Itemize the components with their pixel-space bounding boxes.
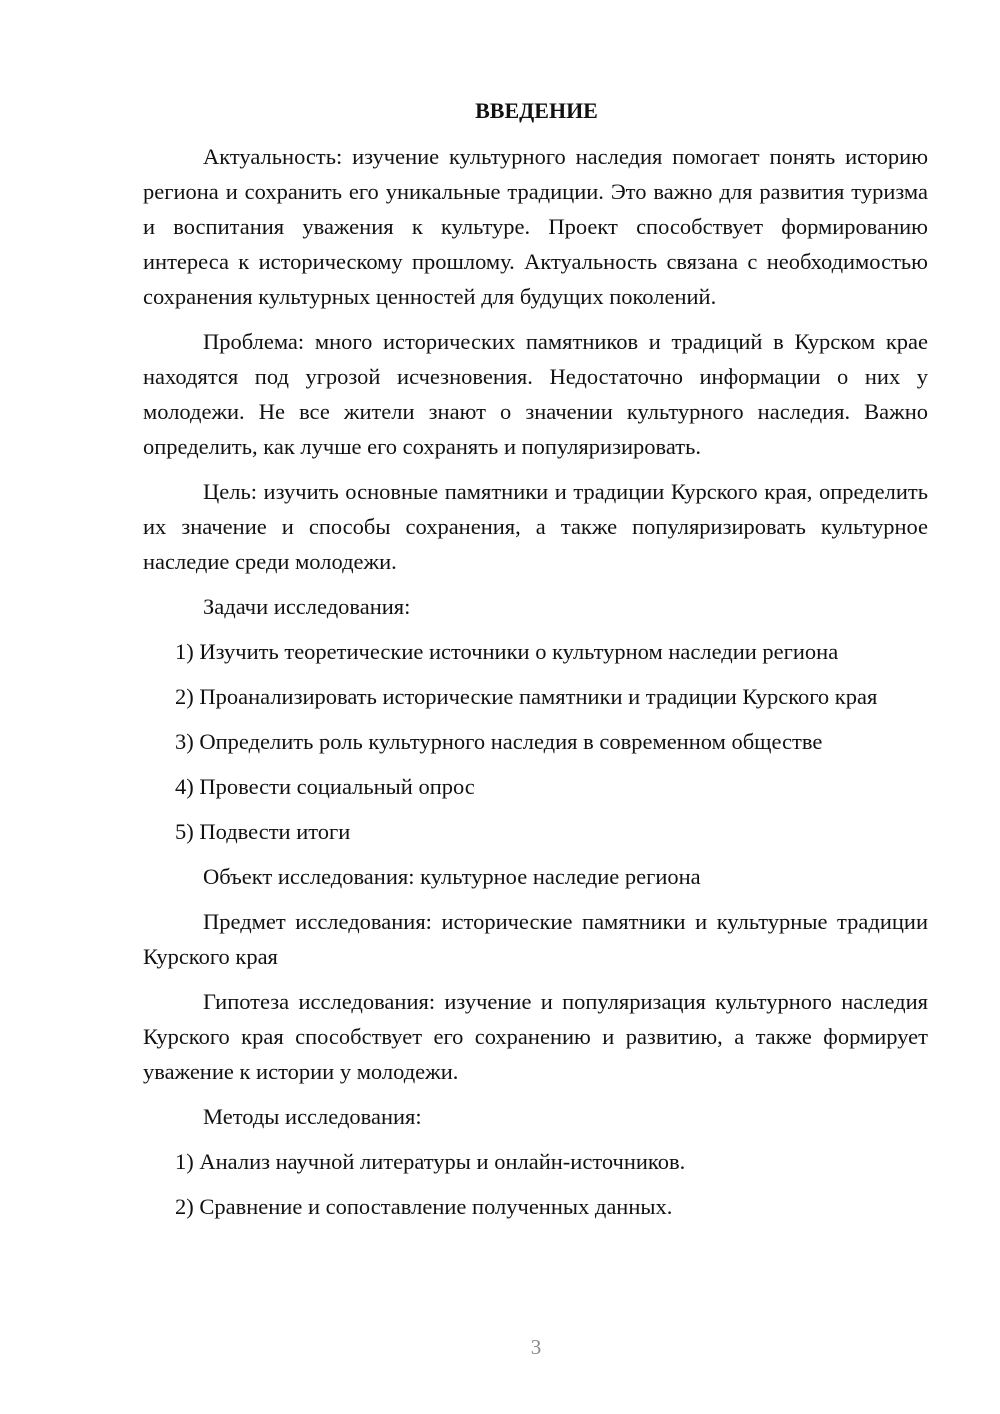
subject-paragraph: Предмет исследования: исторические памятники и культурные традиции Курского края — [143, 909, 928, 969]
task-item-1: 1) Изучить теоретические источники о культурном наследии региона — [175, 639, 839, 664]
relevance-paragraph: Актуальность: изучение культурного наследия помогает понять историю региона и сохранить его уникальные традиции. Это важно для развития туризма и воспитания уважения к культуре. Проект способствует формированию интереса к историческому прошлому. Актуальность связана с необходимостью сохранения культурных ценностей для будущих поколений. — [143, 144, 928, 309]
method-item-2: 2) Сравнение и сопоставление полученных данных. — [175, 1194, 673, 1219]
document-page — [143, 95, 928, 1234]
task-item-3: 3) Определить роль культурного наследия в современном обществе — [175, 729, 823, 754]
page-number: 3 — [530, 1335, 542, 1359]
task-item-5: 5) Подвести итоги — [175, 819, 351, 844]
tasks-heading: Задачи исследования: — [203, 594, 411, 619]
task-item-2: 2) Проанализировать исторические памятники и традиции Курского края — [175, 684, 878, 709]
hypothesis-paragraph: Гипотеза исследования: изучение и популяризация культурного наследия Курского края способствует его сохранению и развитию, а также формирует уважение к истории у молодежи. — [143, 989, 928, 1084]
section-title: ВВЕДЕНИЕ — [475, 98, 598, 123]
goal-paragraph: Цель: изучить основные памятники и традиции Курского края, определить их значение и способы сохранения, а также популяризировать культурное наследие среди молодежи. — [143, 479, 928, 574]
methods-heading: Методы исследования: — [203, 1104, 422, 1129]
task-item-4: 4) Провести социальный опрос — [175, 774, 475, 799]
method-item-1: 1) Анализ научной литературы и онлайн-источников. — [175, 1149, 686, 1174]
object-paragraph: Объект исследования: культурное наследие региона — [203, 864, 701, 889]
problem-paragraph: Проблема: много исторических памятников и традиций в Курском крае находятся под угрозой исчезновения. Недостаточно информации о них у молодежи. Не все жители знают о значении культурного наследия. Важно определить, как лучше его сохранять и популяризировать. — [143, 329, 928, 459]
